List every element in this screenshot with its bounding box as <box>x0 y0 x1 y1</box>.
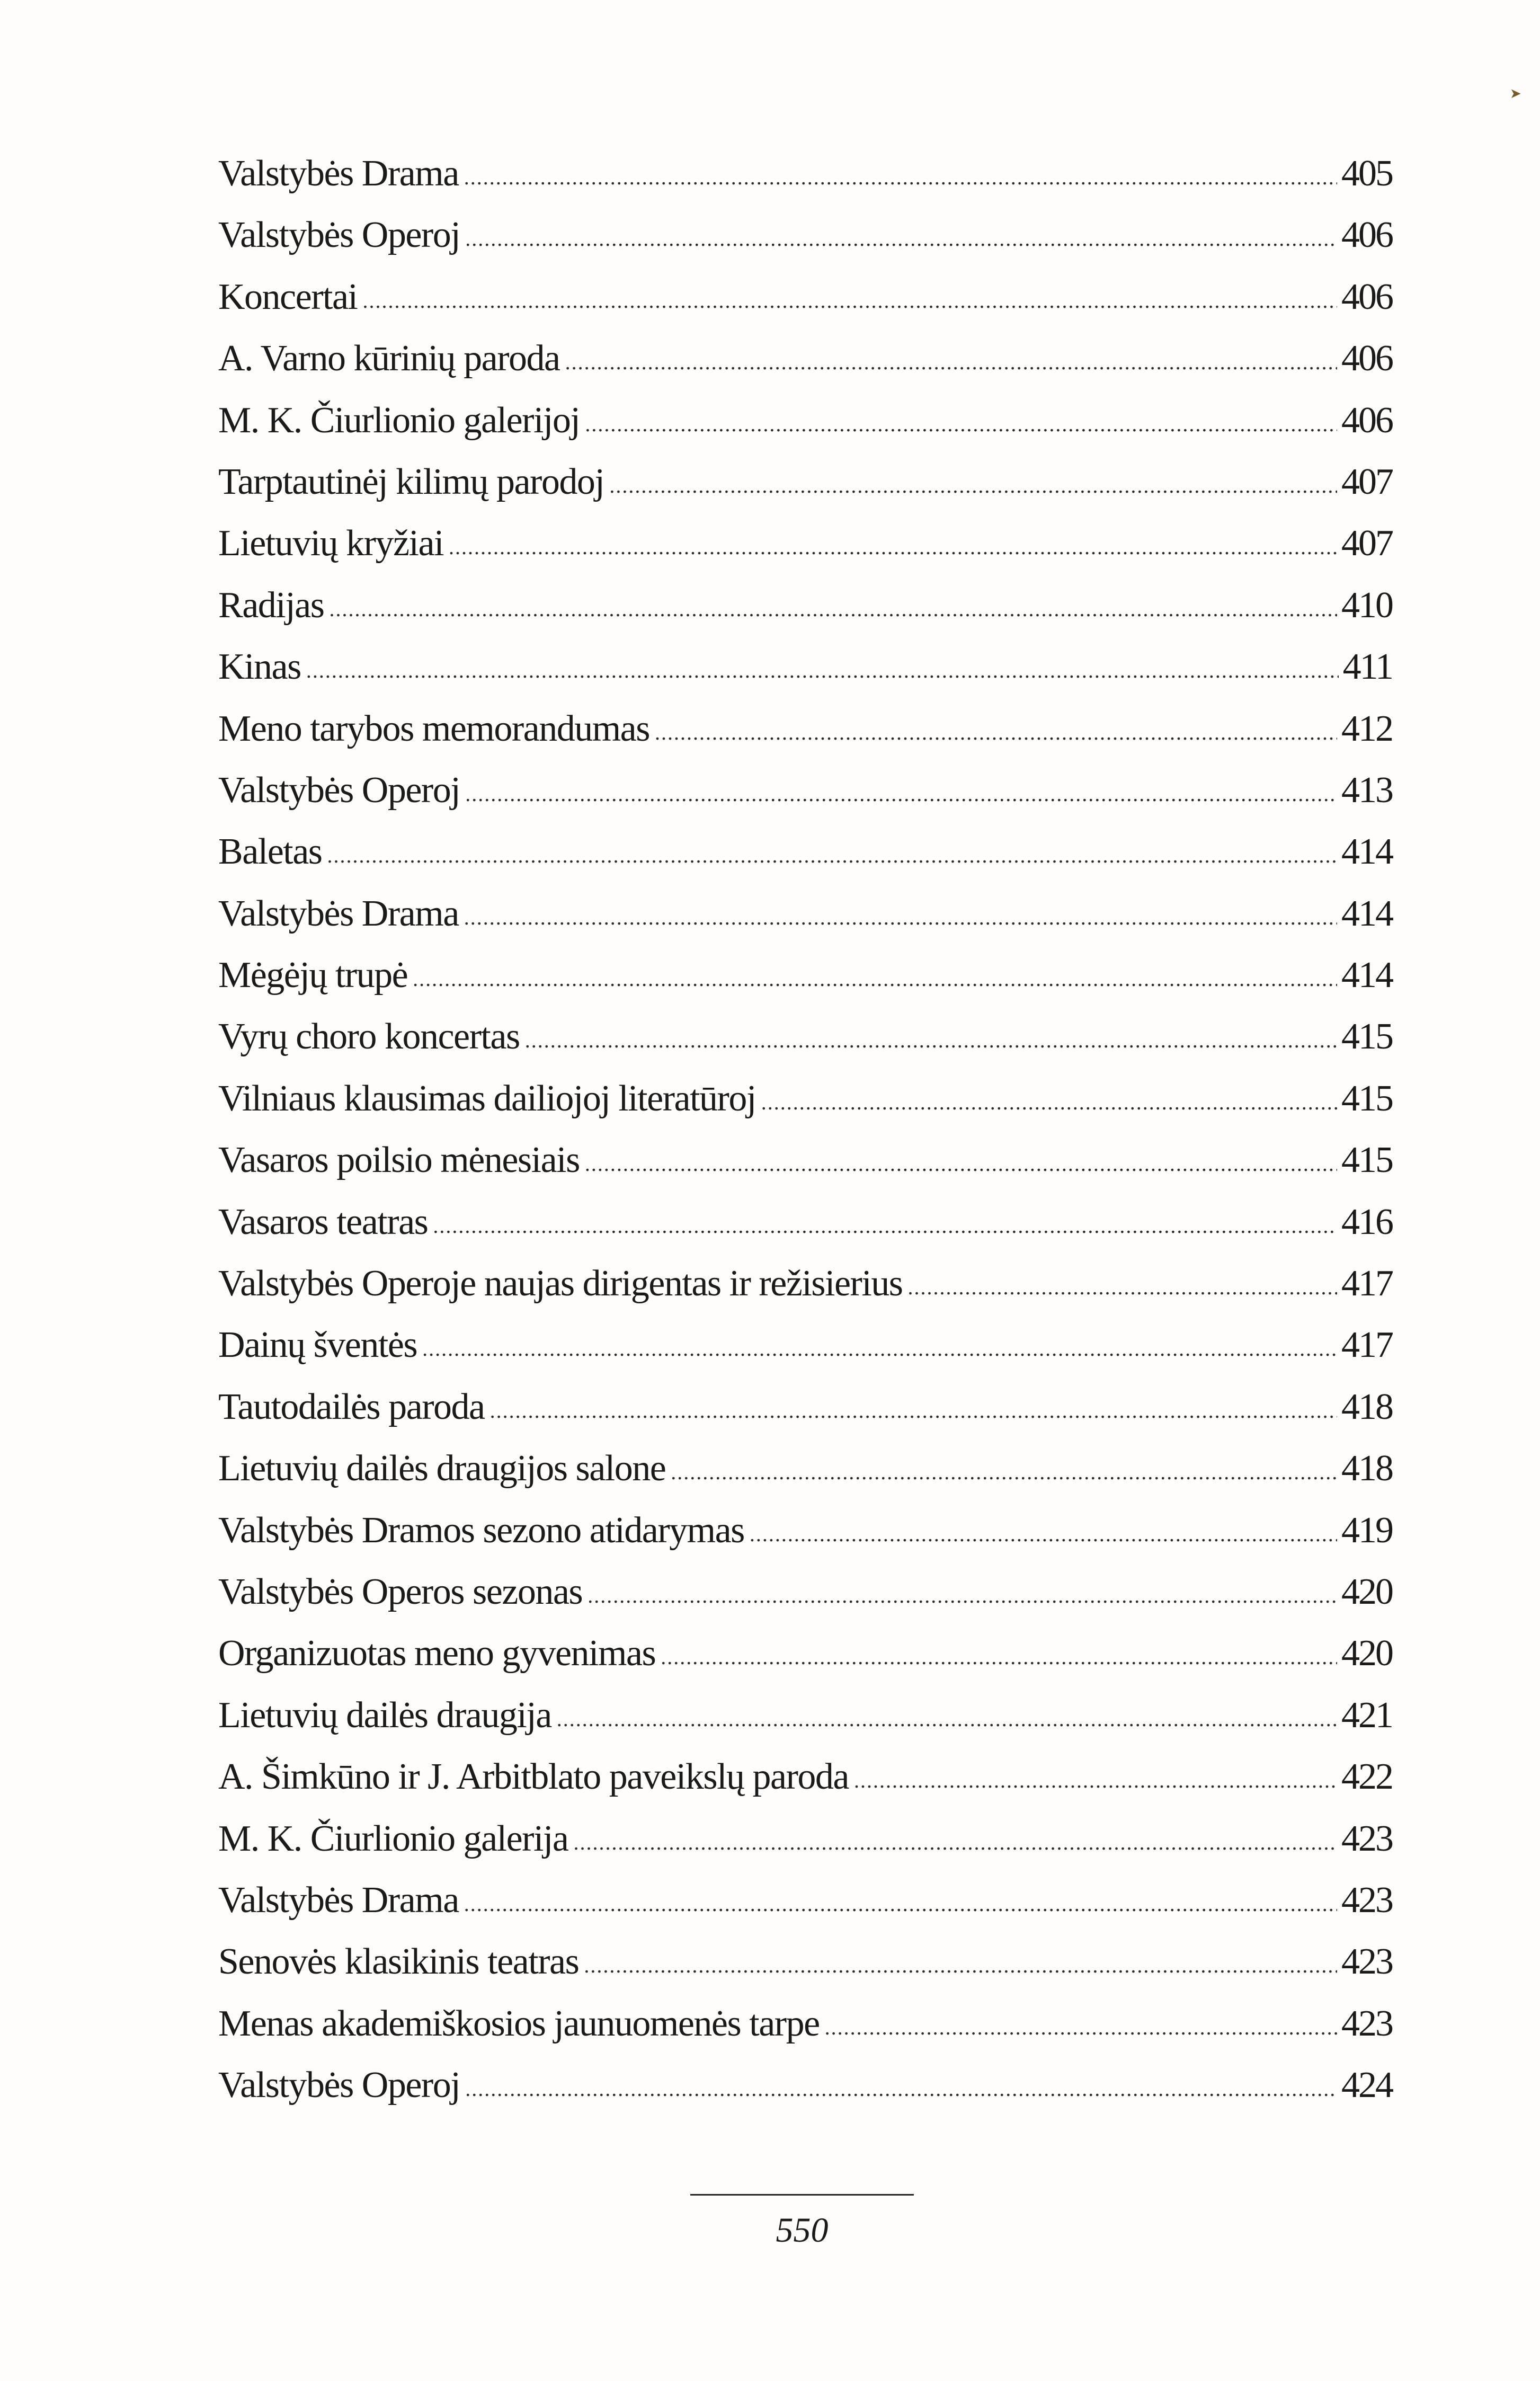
toc-entry-page: 406 <box>1341 399 1392 441</box>
toc-entry-title: Valstybės Drama <box>218 153 459 194</box>
toc-entry[interactable] <box>218 1192 1392 1253</box>
toc-entry-title: Vasaros poilsio mėnesiais <box>218 1140 580 1181</box>
toc-entry-page: 414 <box>1341 955 1392 996</box>
toc-entry[interactable] <box>218 821 1392 883</box>
toc-entry-title: Valstybės Dramos sezono atidarymas <box>218 1509 744 1551</box>
toc-entry[interactable] <box>218 143 1392 205</box>
toc-entry-title: Lietuvių dailės draugijos salone <box>218 1448 666 1489</box>
toc-entry-page: 415 <box>1341 1140 1392 1181</box>
dot-leader <box>422 1318 1337 1380</box>
toc-entry-page: 415 <box>1341 1078 1392 1119</box>
toc-entry-page: 410 <box>1341 584 1392 626</box>
dot-leader <box>825 1997 1337 2058</box>
toc-entry-page: 405 <box>1341 153 1392 194</box>
toc-entry-title: Valstybės Drama <box>218 893 459 934</box>
toc-entry-page: 412 <box>1341 708 1392 749</box>
toc-entry[interactable] <box>218 1314 1392 1376</box>
toc-entry-title: Vilniaus klausimas dailiojoj literatūroj <box>218 1078 756 1119</box>
toc-entry[interactable] <box>218 698 1392 760</box>
dot-leader <box>464 887 1337 948</box>
toc-entry-title: M. K. Čiurlionio galerijoj <box>218 399 580 441</box>
toc-entry[interactable] <box>218 513 1392 574</box>
toc-entry-page: 417 <box>1341 1263 1392 1304</box>
toc-entry-page: 423 <box>1341 1941 1392 1983</box>
dot-leader <box>327 825 1337 886</box>
toc-entry-page: 423 <box>1341 1818 1392 1859</box>
toc-entry-page: 421 <box>1341 1694 1392 1736</box>
dot-leader <box>490 1380 1337 1442</box>
toc-entry-page: 414 <box>1341 893 1392 934</box>
toc-entry-title: Tarptautinėj kilimų parodoj <box>218 461 604 502</box>
corner-arrow-mark-icon: ➤ <box>1510 86 1521 101</box>
dot-leader <box>761 1072 1337 1133</box>
toc-entry-title: Valstybės Operos sezonas <box>218 1571 583 1612</box>
dot-leader <box>413 948 1337 1010</box>
toc-entry-page: 415 <box>1341 1016 1392 1058</box>
dot-leader <box>362 270 1337 332</box>
dot-leader <box>557 1689 1337 1750</box>
toc-entry-page: 407 <box>1341 523 1392 564</box>
toc-entry-page: 420 <box>1341 1633 1392 1674</box>
dot-leader <box>584 1935 1337 1996</box>
toc-entry-page: 418 <box>1341 1386 1392 1427</box>
toc-entry[interactable] <box>218 1808 1392 1870</box>
toc-entry[interactable] <box>218 1253 1392 1314</box>
toc-entry-title: A. Šimkūno ir J. Arbitblato paveikslų paroda <box>218 1756 849 1798</box>
dot-leader <box>661 1627 1337 1688</box>
dot-leader <box>525 1010 1337 1071</box>
toc-entry[interactable] <box>218 575 1392 636</box>
toc-entry[interactable] <box>218 390 1392 451</box>
toc-entry[interactable] <box>218 2055 1392 2116</box>
toc-entry-title: Valstybės Operoj <box>218 2065 460 2106</box>
toc-entry-page: 423 <box>1341 1879 1392 1921</box>
toc-entry[interactable] <box>218 1993 1392 2055</box>
toc-entry-page: 424 <box>1341 2065 1392 2106</box>
toc-entry-title: Kinas <box>218 646 301 688</box>
toc-entry-title: Valstybės Operoj <box>218 215 460 256</box>
toc-entry-title: Valstybės Operoj <box>218 769 460 811</box>
toc-entry-title: Tautodailės paroda <box>218 1386 485 1427</box>
dot-leader <box>565 332 1337 393</box>
dot-leader <box>655 702 1337 763</box>
toc-entry[interactable] <box>218 1068 1392 1130</box>
dot-leader <box>908 1257 1337 1318</box>
toc-entry-title: Valstybės Operoje naujas dirigentas ir režisierius <box>218 1263 903 1304</box>
toc-entry[interactable] <box>218 1006 1392 1068</box>
toc-entry-title: Radijas <box>218 584 324 626</box>
toc-entry-title: Senovės klasikinis teatras <box>218 1941 579 1983</box>
dot-leader <box>433 1195 1337 1257</box>
toc-entry[interactable] <box>218 945 1392 1006</box>
toc-entry-page: 416 <box>1341 1201 1392 1242</box>
dot-leader <box>465 2058 1337 2120</box>
toc-entry[interactable] <box>218 266 1392 328</box>
toc-entry-page: 406 <box>1341 338 1392 379</box>
toc-entry[interactable] <box>218 883 1392 945</box>
toc-entry[interactable] <box>218 328 1392 389</box>
toc-entry-page: 423 <box>1341 2003 1392 2044</box>
dot-leader <box>585 394 1337 455</box>
dot-leader <box>329 579 1337 640</box>
table-of-contents <box>218 143 1392 2117</box>
toc-entry[interactable] <box>218 1623 1392 1684</box>
toc-entry-title: A. Varno kūrinių paroda <box>218 338 560 379</box>
dot-leader <box>671 1442 1337 1503</box>
dot-leader <box>585 1133 1337 1195</box>
toc-entry[interactable] <box>218 205 1392 266</box>
dot-leader <box>609 455 1337 517</box>
toc-entry-page: 411 <box>1342 646 1392 688</box>
toc-entry[interactable] <box>218 451 1392 513</box>
toc-entry-title: Mėgėjų trupė <box>218 955 408 996</box>
toc-entry-page: 414 <box>1341 831 1392 873</box>
toc-entry-title: Vyrų choro koncertas <box>218 1016 520 1058</box>
toc-entry-page: 422 <box>1341 1756 1392 1798</box>
toc-entry-page: 417 <box>1341 1325 1392 1366</box>
toc-entry-title: Meno tarybos memorandumas <box>218 708 649 749</box>
dot-leader <box>306 640 1339 701</box>
toc-entry-title: Baletas <box>218 831 322 873</box>
toc-entry-title: Lietuvių dailės draugija <box>218 1694 551 1736</box>
dot-leader <box>573 1812 1337 1873</box>
toc-entry-title: Valstybės Drama <box>218 1879 459 1921</box>
toc-entry[interactable] <box>218 1685 1392 1746</box>
toc-entry[interactable] <box>218 1870 1392 1931</box>
toc-entry-title: M. K. Čiurlionio galerija <box>218 1818 568 1859</box>
toc-entry-title: Dainų šventės <box>218 1325 417 1366</box>
toc-entry-title: Organizuotas meno gyvenimas <box>218 1633 656 1674</box>
toc-entry[interactable] <box>218 1746 1392 1808</box>
dot-leader <box>464 147 1337 208</box>
toc-entry-title: Koncertai <box>218 276 358 317</box>
page-number: 550 <box>776 2211 829 2250</box>
toc-entry-page: 407 <box>1341 461 1392 502</box>
toc-entry[interactable] <box>218 636 1392 698</box>
toc-entry-page: 420 <box>1341 1571 1392 1612</box>
toc-entry[interactable] <box>218 1130 1392 1191</box>
toc-entry-page: 419 <box>1341 1509 1392 1551</box>
dot-leader <box>464 1873 1337 1935</box>
toc-entry[interactable] <box>218 1500 1392 1561</box>
toc-entry-page: 418 <box>1341 1448 1392 1489</box>
toc-entry-page: 413 <box>1341 769 1392 811</box>
dot-leader <box>587 1565 1337 1627</box>
footer-rule <box>690 2194 914 2196</box>
toc-entry-page: 406 <box>1341 276 1392 317</box>
toc-entry-title: Menas akademiškosios jaunuomenės tarpe <box>218 2003 820 2044</box>
dot-leader <box>854 1750 1337 1811</box>
dot-leader <box>750 1504 1337 1565</box>
toc-entry[interactable] <box>218 1376 1392 1438</box>
toc-entry-title: Vasaros teatras <box>218 1201 428 1242</box>
dot-leader <box>465 208 1337 270</box>
toc-entry[interactable] <box>218 760 1392 821</box>
toc-entry[interactable] <box>218 1561 1392 1623</box>
toc-entry[interactable] <box>218 1438 1392 1499</box>
toc-entry-page: 406 <box>1341 215 1392 256</box>
dot-leader <box>465 763 1337 825</box>
dot-leader <box>449 517 1337 578</box>
toc-entry-title: Lietuvių kryžiai <box>218 523 444 564</box>
toc-entry[interactable] <box>218 1931 1392 1993</box>
